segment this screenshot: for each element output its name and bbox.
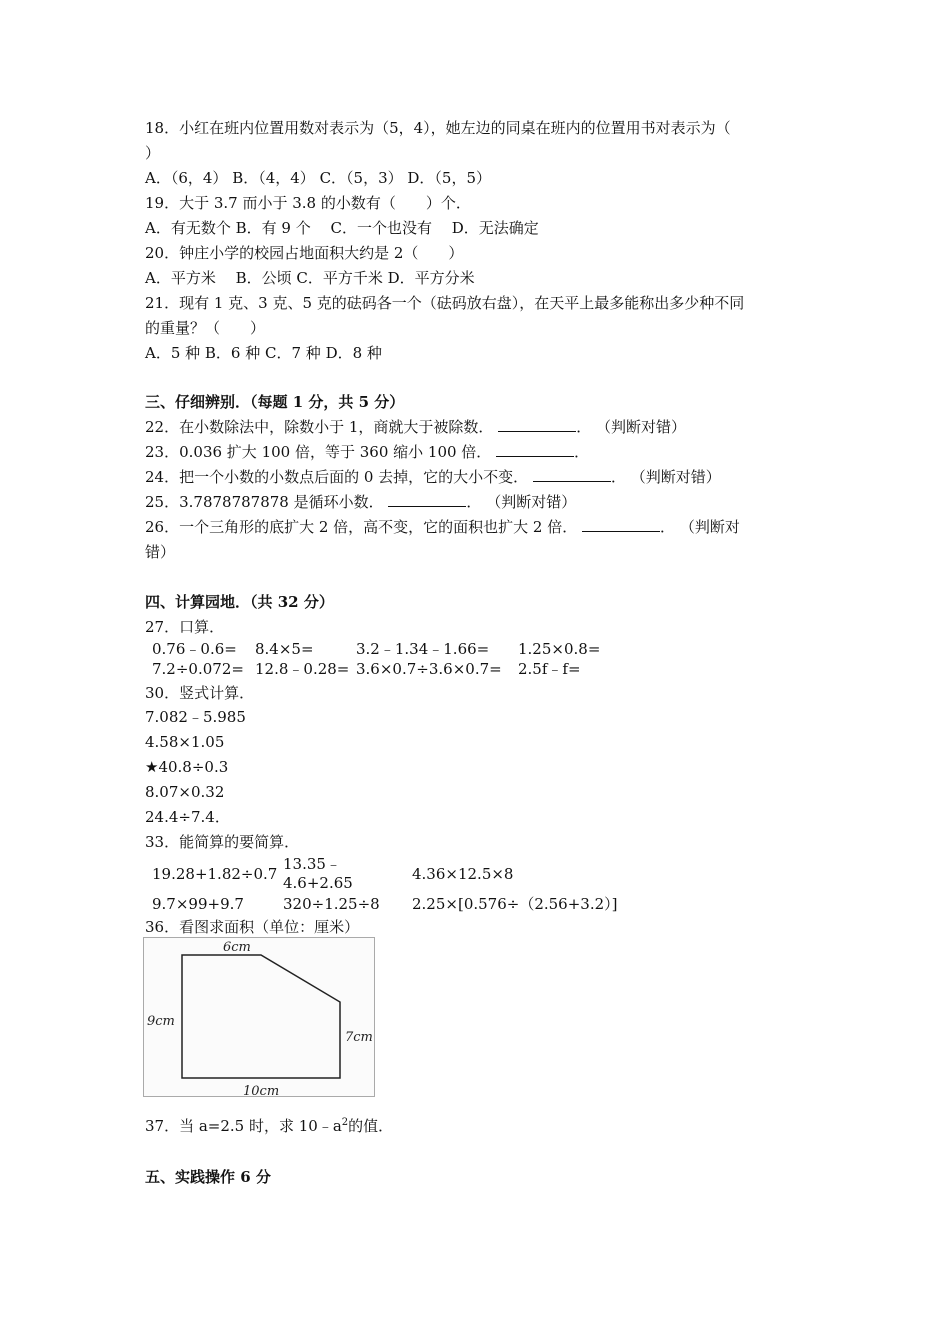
q37	[145, 1116, 393, 1136]
q27-item: 8.4×5=	[255, 640, 314, 658]
q33-item: 19.28+1.82÷0.7	[152, 865, 278, 883]
q18-stem-line1: 18．小红在班内位置用数对表示为（5，4），她左边的同桌在班内的位置用书对表示为（	[145, 119, 731, 137]
q21-options: A．5 种 B．6 种 C．7 种 D．8 种	[145, 344, 382, 362]
label-top: 6cm	[223, 940, 251, 955]
q33-item: 9.7×99+9.7	[152, 895, 244, 913]
q20-stem: 20．钟庄小学的校园占地面积大约是 2（ ）	[145, 244, 464, 262]
q33-item: 13.35﹣	[283, 855, 341, 873]
q23-answer-blank[interactable]	[496, 442, 574, 457]
q26-answer-blank[interactable]	[582, 517, 660, 532]
q27-item: 3.2﹣1.34﹣1.66=	[356, 640, 490, 658]
q26-judge-end: 错）	[145, 543, 176, 561]
q18-options: A．（6，4） B．（4，4） C．（5，3） D．（5，5）	[145, 169, 492, 187]
q25-judge: （判断对错）	[486, 493, 577, 511]
label-right: 7cm	[345, 1030, 373, 1045]
q19-options: A．有无数个 B．有 9 个 C．一个也没有 D．无法确定	[145, 219, 539, 237]
q21-stem-line1: 21．现有 1 克、3 克、5 克的砝码各一个（砝码放右盘），在天平上最多能称出多少种不同	[145, 294, 745, 312]
q18-stem-line2: ）	[145, 144, 161, 162]
q37-text-b: 的值．	[348, 1117, 394, 1135]
q23-text: 23．0.036 扩大 100 倍，等于 360 缩小 100 倍．	[145, 443, 492, 461]
q37-exponent: 2	[341, 1117, 349, 1128]
q23: 23．0.036 扩大 100 倍，等于 360 缩小 100 倍． ．	[145, 443, 590, 461]
label-left: 9cm	[147, 1014, 175, 1029]
section5-heading: 五、实践操作 6 分	[145, 1168, 271, 1186]
q25-text: 25．3.7878787878 是循环小数．	[145, 493, 384, 511]
q27-item: 0.76﹣0.6=	[152, 640, 237, 658]
q26: 26．一个三角形的底扩大 2 倍，高不变，它的面积也扩大 2 倍． ． （判断对	[145, 518, 740, 536]
q25: 25．3.7878787878 是循环小数． ． （判断对错）	[145, 493, 577, 511]
q19-stem: 19．大于 3.7 而小于 3.8 的小数有（ ）个．	[145, 194, 471, 212]
q27-item: 7.2÷0.072=	[152, 660, 244, 678]
q37-text-a: 37．当 a=2.5 时，求 10﹣a	[145, 1117, 342, 1135]
q27-item: 1.25×0.8=	[518, 640, 601, 658]
q33-item: 4.36×12.5×8	[412, 865, 514, 883]
section4-heading: 四、计算园地．（共 32 分）	[145, 593, 334, 611]
q24-text: 24．把一个小数的小数点后面的 0 去掉，它的大小不变．	[145, 468, 529, 486]
q33-item: 2.25×[0.576÷（2.56+3.2）]	[412, 895, 618, 913]
q24-answer-blank[interactable]	[533, 467, 611, 482]
q30-item: 8.07×0.32	[145, 783, 225, 801]
q22-text: 22．在小数除法中，除数小于 1，商就大于被除数．	[145, 418, 494, 436]
q30-item: ★40.8÷0.3	[145, 758, 229, 776]
label-bottom: 10cm	[243, 1084, 280, 1097]
q24-judge: （判断对错）	[630, 468, 721, 486]
q22-answer-blank[interactable]	[498, 417, 576, 432]
q33-item: 320÷1.25÷8	[283, 895, 380, 913]
q30-item: 4.58×1.05	[145, 733, 225, 751]
section3-heading: 三、仔细辨别．（每题 1 分，共 5 分）	[145, 393, 405, 411]
q30-item: 24.4÷7.4．	[145, 808, 230, 826]
q26-text: 26．一个三角形的底扩大 2 倍，高不变，它的面积也扩大 2 倍．	[145, 518, 578, 536]
q36-title: 36．看图求面积（单位：厘米）	[145, 918, 360, 936]
q22: 22．在小数除法中，除数小于 1，商就大于被除数． ． （判断对错）	[145, 418, 686, 436]
q33-item: 4.6+2.65	[283, 874, 353, 892]
q22-judge: （判断对错）	[595, 418, 686, 436]
q25-answer-blank[interactable]	[388, 492, 466, 507]
q27-item: 12.8﹣0.28=	[255, 660, 350, 678]
q27-item: 2.5f﹣f=	[518, 660, 581, 678]
q26-judge-head: （判断对	[679, 518, 740, 536]
q27-item: 3.6×0.7÷3.6×0.7=	[356, 660, 502, 678]
q24: 24．把一个小数的小数点后面的 0 去掉，它的大小不变． ． （判断对错）	[145, 468, 721, 486]
q33-title: 33．能简算的要简算．	[145, 833, 300, 851]
area-figure	[143, 937, 375, 1097]
q21-stem-line2: 的重量？（ ）	[145, 319, 266, 337]
q30-item: 7.082﹣5.985	[145, 708, 246, 726]
q27-title: 27．口算．	[145, 618, 225, 636]
q30-title: 30．竖式计算．	[145, 684, 255, 702]
q20-options: A．平方米 B．公顷 C．平方千米 D．平方分米	[145, 269, 475, 287]
